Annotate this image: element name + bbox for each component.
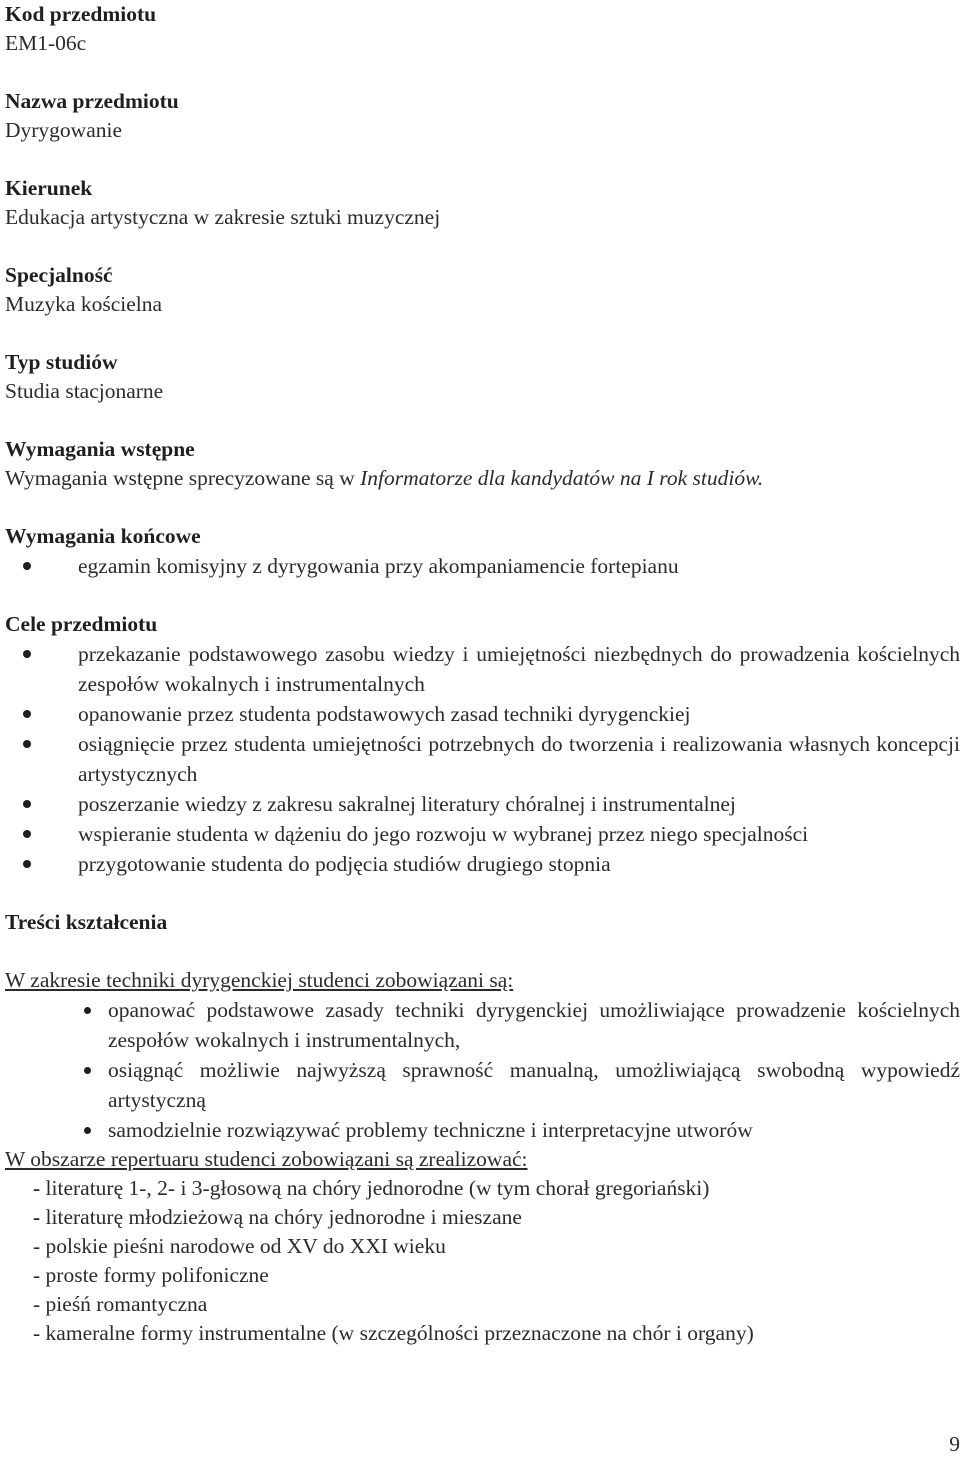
kod-heading: Kod przedmiotu [5,2,157,26]
nazwa-heading: Nazwa przedmiotu [5,89,179,113]
specjalnosc-heading: Specjalność [5,263,113,287]
bullet-icon [84,1067,91,1074]
list-item: opanowanie przez studenta podstawowych zasad techniki dyrygenckiej [5,699,960,729]
repertuar-intro: W obszarze repertuaru studenci zobowiązani są zrealizować: [5,1147,528,1171]
specjalnosc-value: Muzyka kościelna [5,292,163,316]
list-item: wspieranie studenta w dążeniu do jego rozwoju w wybranej przez niego specjalności [5,819,960,849]
list-item: osiągnięcie przez studenta umiejętności potrzebnych do tworzenia i realizowania własnych koncepcji artystycznych [5,729,960,789]
bullet-icon [84,1007,91,1014]
list-item: - kameralne formy instrumentalne (w szczególności przeznaczone na chór i organy) [33,1321,754,1345]
list-item: egzamin komisyjny z dyrygowania przy akompaniamencie fortepianu [5,551,960,581]
typ-value: Studia stacjonarne [5,379,164,403]
bullet-icon [23,860,31,868]
bullet-icon [84,1127,91,1134]
typ-heading: Typ studiów [5,350,118,374]
cele-list [5,639,960,879]
bullet-icon [23,650,31,658]
kierunek-value: Edukacja artystyczna w zakresie sztuki muzycznej [5,205,441,229]
technika-intro: W zakresie techniki dyrygenckiej studenci zobowiązani są: [5,968,514,992]
cele-heading: Cele przedmiotu [5,612,158,636]
document-page [5,0,960,1348]
nazwa-value: Dyrygowanie [5,118,123,142]
page-number: 9 [949,1432,960,1456]
list-item: - proste formy polifoniczne [33,1263,269,1287]
list-item: - pieśń romantyczna [33,1292,208,1316]
bullet-icon [23,800,31,808]
list-item: - polskie pieśni narodowe od XV do XXI wieku [33,1234,446,1258]
bullet-icon [23,830,31,838]
list-item: przygotowanie studenta do podjęcia studiów drugiego stopnia [5,849,960,879]
wymagania-wstepne-heading: Wymagania wstępne [5,437,195,461]
bullet-icon [23,710,31,718]
list-item: - literaturę 1-, 2- i 3-głosową na chóry jednorodne (w tym chorał gregoriański) [33,1176,710,1200]
list-item: samodzielnie rozwiązywać problemy techniczne i interpretacyjne utworów [5,1115,960,1145]
kod-value: EM1-06c [5,31,87,55]
list-item: przekazanie podstawowego zasobu wiedzy i umiejętności niezbędnych do prowadzenia kościelnych zespołów wokalnych i instrumentalnych [5,639,960,699]
wymagania-wstepne-plain: Wymagania wstępne sprecyzowane są w [5,466,361,490]
bullet-icon [23,740,31,748]
wymagania-koncowe-list [5,551,960,581]
bullet-icon [23,562,31,570]
repertuar-list [5,1174,960,1348]
list-item: osiągnąć możliwie najwyższą sprawność manualną, umożliwiającą swobodną wypowiedź artystyczną [5,1055,960,1115]
list-item: opanować podstawowe zasady techniki dyrygenckiej umożliwiające prowadzenie kościelnych zespołów wokalnych i instrumentalnych, [5,995,960,1055]
technika-list [5,995,960,1145]
list-item: - literaturę młodzieżową na chóry jednorodne i mieszane [33,1205,522,1229]
wymagania-koncowe-heading: Wymagania końcowe [5,524,201,548]
wymagania-wstepne-text [5,464,960,493]
kierunek-heading: Kierunek [5,176,93,200]
informator-title: Informatorze dla kandydatów na I rok studiów. [360,466,764,490]
list-item: poszerzanie wiedzy z zakresu sakralnej literatury chóralnej i instrumentalnej [5,789,960,819]
tresci-heading: Treści kształcenia [5,910,168,934]
